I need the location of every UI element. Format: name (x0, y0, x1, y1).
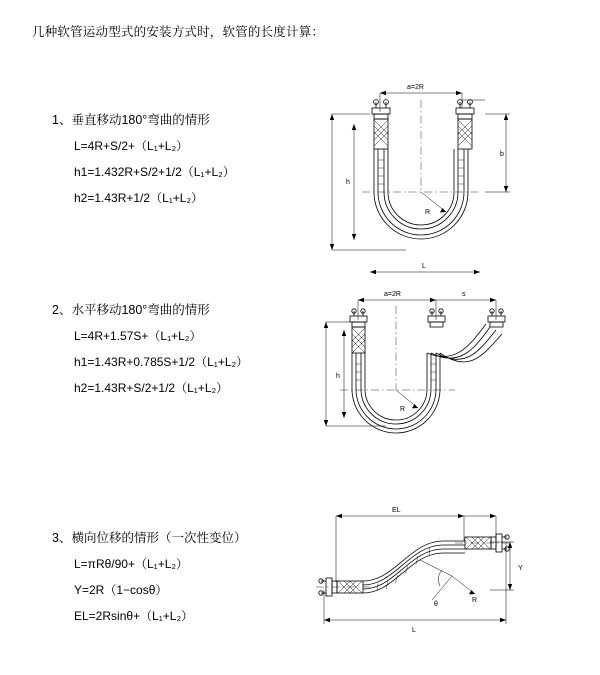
section-3-formula-3: EL=2Rsinθ+（L₁+L₂） (74, 609, 194, 623)
section-3-formula-2: Y=2R（1−cosθ） (74, 583, 168, 597)
section-2-formula-1: L=4R+1.57S+（L₁+L₂） (74, 329, 202, 343)
section-3-formula-1: L=πRθ/90+（L₁+L₂） (74, 557, 189, 571)
page-title: 几种软管运动型式的安装方式时，软管的长度计算： (32, 25, 325, 39)
section-3-text (52, 528, 302, 633)
section-2-formula-2: h1=1.43R+0.785S+1/2（L₁+L₂） (74, 355, 249, 369)
section-1-text (52, 110, 302, 215)
lateral-offset-drawing (300, 498, 550, 648)
fig3-label-top-dim: EL (392, 507, 401, 514)
section-1-formula-2: h1=1.432R+S/2+1/2（L₁+L₂） (74, 165, 235, 179)
section-2-title: 2、水平移动180°弯曲的情形 (52, 303, 210, 317)
figure-horizontal-180 (310, 278, 540, 458)
section-3-title: 3、横向位移的情形（一次性变位） (52, 531, 247, 545)
fig3-label-angle: θ (434, 601, 438, 608)
fig2-label-height: h (336, 373, 340, 380)
section-1-formula-3: h2=1.43R+1/2（L₁+L₂） (74, 191, 204, 205)
fig3-label-offset: Y (518, 565, 523, 572)
fig2-label-radius: R (400, 406, 406, 413)
fig2-label-second-dim: s (462, 291, 466, 298)
figure-lateral-offset (300, 498, 550, 648)
fig1-label-length: L (422, 263, 426, 270)
fig3-label-length: L (412, 627, 416, 634)
section-1-title: 1、垂直移动180°弯曲的情形 (52, 113, 210, 127)
section-2-formula-3: h2=1.43R+S/2+1/2（L₁+L₂） (74, 381, 229, 395)
fig1-label-height: h (346, 179, 350, 186)
fig3-label-radius: R (472, 597, 478, 604)
fig1-label-top-dim: a=2R (407, 84, 424, 91)
figure-vertical-180 (310, 72, 540, 297)
horizontal-180-bend-drawing (310, 278, 540, 458)
fig2-label-top-dim: a=2R (384, 291, 401, 298)
fig1-label-radius: R (425, 209, 431, 216)
section-1-formula-1: L=4R+S/2+（L₁+L₂） (74, 139, 189, 153)
fig1-label-width: b (500, 151, 504, 158)
section-2-text (52, 300, 302, 405)
vertical-180-bend-drawing (310, 72, 540, 297)
